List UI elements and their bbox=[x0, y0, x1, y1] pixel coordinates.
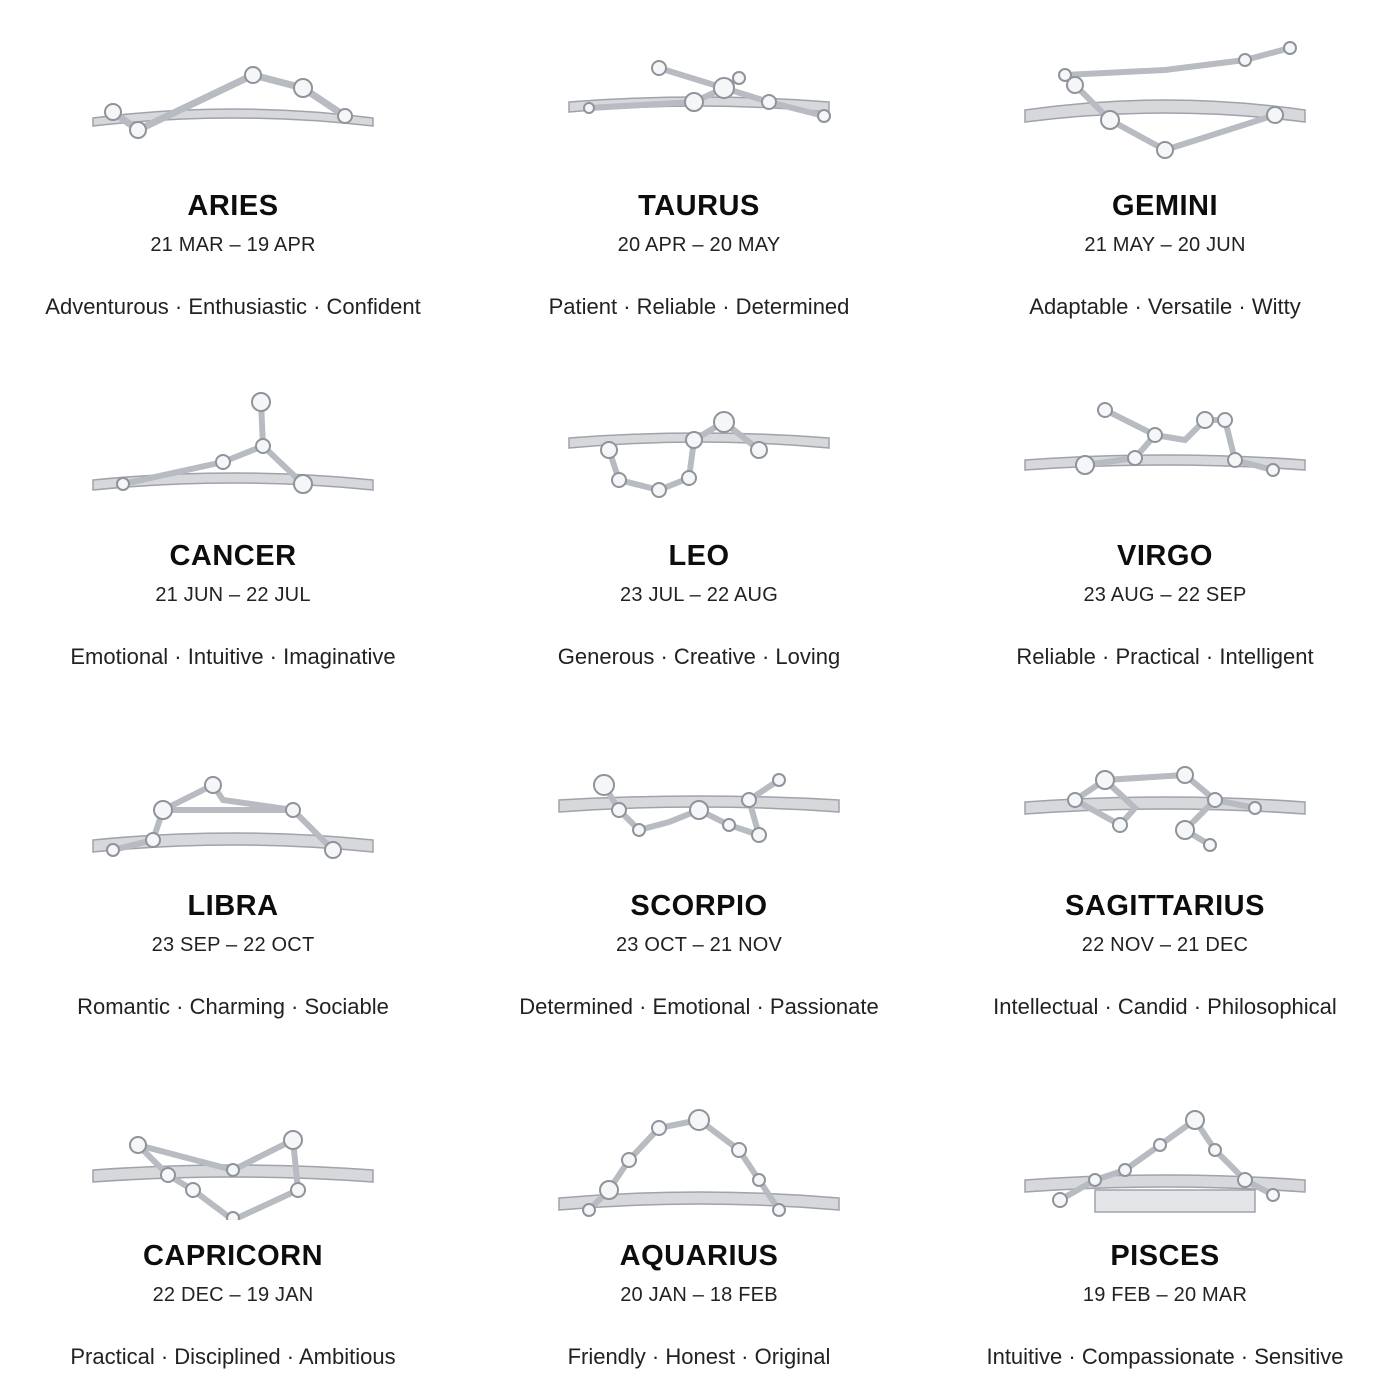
sign-traits: Friendly · Honest · Original bbox=[567, 1344, 831, 1369]
sign-name: SAGITTARIUS bbox=[1065, 890, 1265, 922]
sign-traits: Reliable · Practical · Intelligent bbox=[1016, 644, 1314, 669]
sign-dates: 22 NOV – 21 DEC bbox=[1081, 934, 1249, 956]
sign-traits: Determined · Emotional · Passionate bbox=[519, 994, 879, 1019]
sign-traits: Romantic · Charming · Sociable bbox=[77, 994, 389, 1019]
gemini-ring-graphic bbox=[1015, 30, 1315, 170]
sign-dates: 20 APR – 20 MAY bbox=[617, 234, 781, 256]
sign-name: CANCER bbox=[169, 540, 297, 572]
sign-traits: Emotional · Intuitive · Imaginative bbox=[70, 644, 396, 669]
zodiac-card-virgo bbox=[932, 350, 1398, 700]
leo-ring-graphic bbox=[549, 380, 849, 520]
zodiac-card-sagittarius bbox=[932, 700, 1398, 1050]
taurus-ring-graphic bbox=[549, 30, 849, 170]
sign-traits: Patient · Reliable · Determined bbox=[548, 294, 850, 319]
zodiac-card-gemini bbox=[932, 0, 1398, 350]
sign-traits: Practical · Disciplined · Ambitious bbox=[70, 1344, 396, 1369]
sign-traits: Adaptable · Versatile · Witty bbox=[1029, 294, 1301, 319]
sign-dates: 20 JAN – 18 FEB bbox=[620, 1284, 778, 1306]
zodiac-card-aries bbox=[0, 0, 466, 350]
sign-dates: 23 JUL – 22 AUG bbox=[620, 584, 778, 606]
sagittarius-constellation-ring-image bbox=[1015, 730, 1315, 870]
sign-name: VIRGO bbox=[1117, 540, 1213, 572]
zodiac-card-pisces bbox=[932, 1050, 1398, 1400]
aries-ring-graphic bbox=[83, 30, 383, 170]
virgo-constellation-ring-image bbox=[1015, 380, 1315, 520]
sign-name: LIBRA bbox=[187, 890, 279, 922]
zodiac-card-aquarius bbox=[466, 1050, 932, 1400]
pisces-ring-graphic bbox=[1015, 1080, 1315, 1220]
sign-name: CAPRICORN bbox=[142, 1240, 324, 1272]
aries-constellation-ring-image bbox=[83, 30, 383, 170]
aquarius-ring-graphic bbox=[549, 1080, 849, 1220]
sign-traits: Intellectual · Candid · Philosophical bbox=[993, 994, 1337, 1019]
sign-dates: 23 SEP – 22 OCT bbox=[151, 934, 315, 956]
sign-name: ARIES bbox=[187, 190, 279, 222]
aquarius-constellation-ring-image bbox=[549, 1080, 849, 1220]
libra-ring-graphic bbox=[83, 730, 383, 870]
sign-name: AQUARIUS bbox=[619, 1240, 779, 1272]
sign-name: SCORPIO bbox=[630, 890, 768, 922]
libra-constellation-ring-image bbox=[83, 730, 383, 870]
sign-dates: 23 AUG – 22 SEP bbox=[1083, 584, 1247, 606]
sign-traits: Generous · Creative · Loving bbox=[557, 644, 841, 669]
capricorn-constellation-ring-image bbox=[83, 1080, 383, 1220]
taurus-constellation-ring-image bbox=[549, 30, 849, 170]
scorpio-ring-graphic bbox=[549, 730, 849, 870]
gemini-constellation-ring-image bbox=[1015, 30, 1315, 170]
cancer-ring-graphic bbox=[83, 380, 383, 520]
zodiac-card-taurus bbox=[466, 0, 932, 350]
sign-name: LEO bbox=[668, 540, 730, 572]
sign-dates: 22 DEC – 19 JAN bbox=[152, 1284, 314, 1306]
scorpio-constellation-ring-image bbox=[549, 730, 849, 870]
sign-traits: Adventurous · Enthusiastic · Confident bbox=[45, 294, 421, 319]
zodiac-card-libra bbox=[0, 700, 466, 1050]
zodiac-card-leo bbox=[466, 350, 932, 700]
sign-dates: 21 MAY – 20 JUN bbox=[1084, 234, 1246, 256]
capricorn-ring-graphic bbox=[83, 1080, 383, 1220]
sign-name: GEMINI bbox=[1111, 190, 1219, 222]
sagittarius-ring-graphic bbox=[1015, 730, 1315, 870]
sign-traits: Intuitive · Compassionate · Sensitive bbox=[986, 1344, 1344, 1369]
sign-dates: 21 MAR – 19 APR bbox=[150, 234, 316, 256]
cancer-constellation-ring-image bbox=[83, 380, 383, 520]
sign-name: TAURUS bbox=[638, 190, 760, 222]
virgo-ring-graphic bbox=[1015, 380, 1315, 520]
zodiac-card-scorpio bbox=[466, 700, 932, 1050]
sign-dates: 23 OCT – 21 NOV bbox=[615, 934, 783, 956]
zodiac-card-cancer bbox=[0, 350, 466, 700]
sign-dates: 21 JUN – 22 JUL bbox=[155, 584, 311, 606]
sign-name: PISCES bbox=[1110, 1240, 1220, 1272]
sign-dates: 19 FEB – 20 MAR bbox=[1082, 1284, 1248, 1306]
zodiac-card-capricorn bbox=[0, 1050, 466, 1400]
pisces-constellation-ring-image bbox=[1015, 1080, 1315, 1220]
leo-constellation-ring-image bbox=[549, 380, 849, 520]
